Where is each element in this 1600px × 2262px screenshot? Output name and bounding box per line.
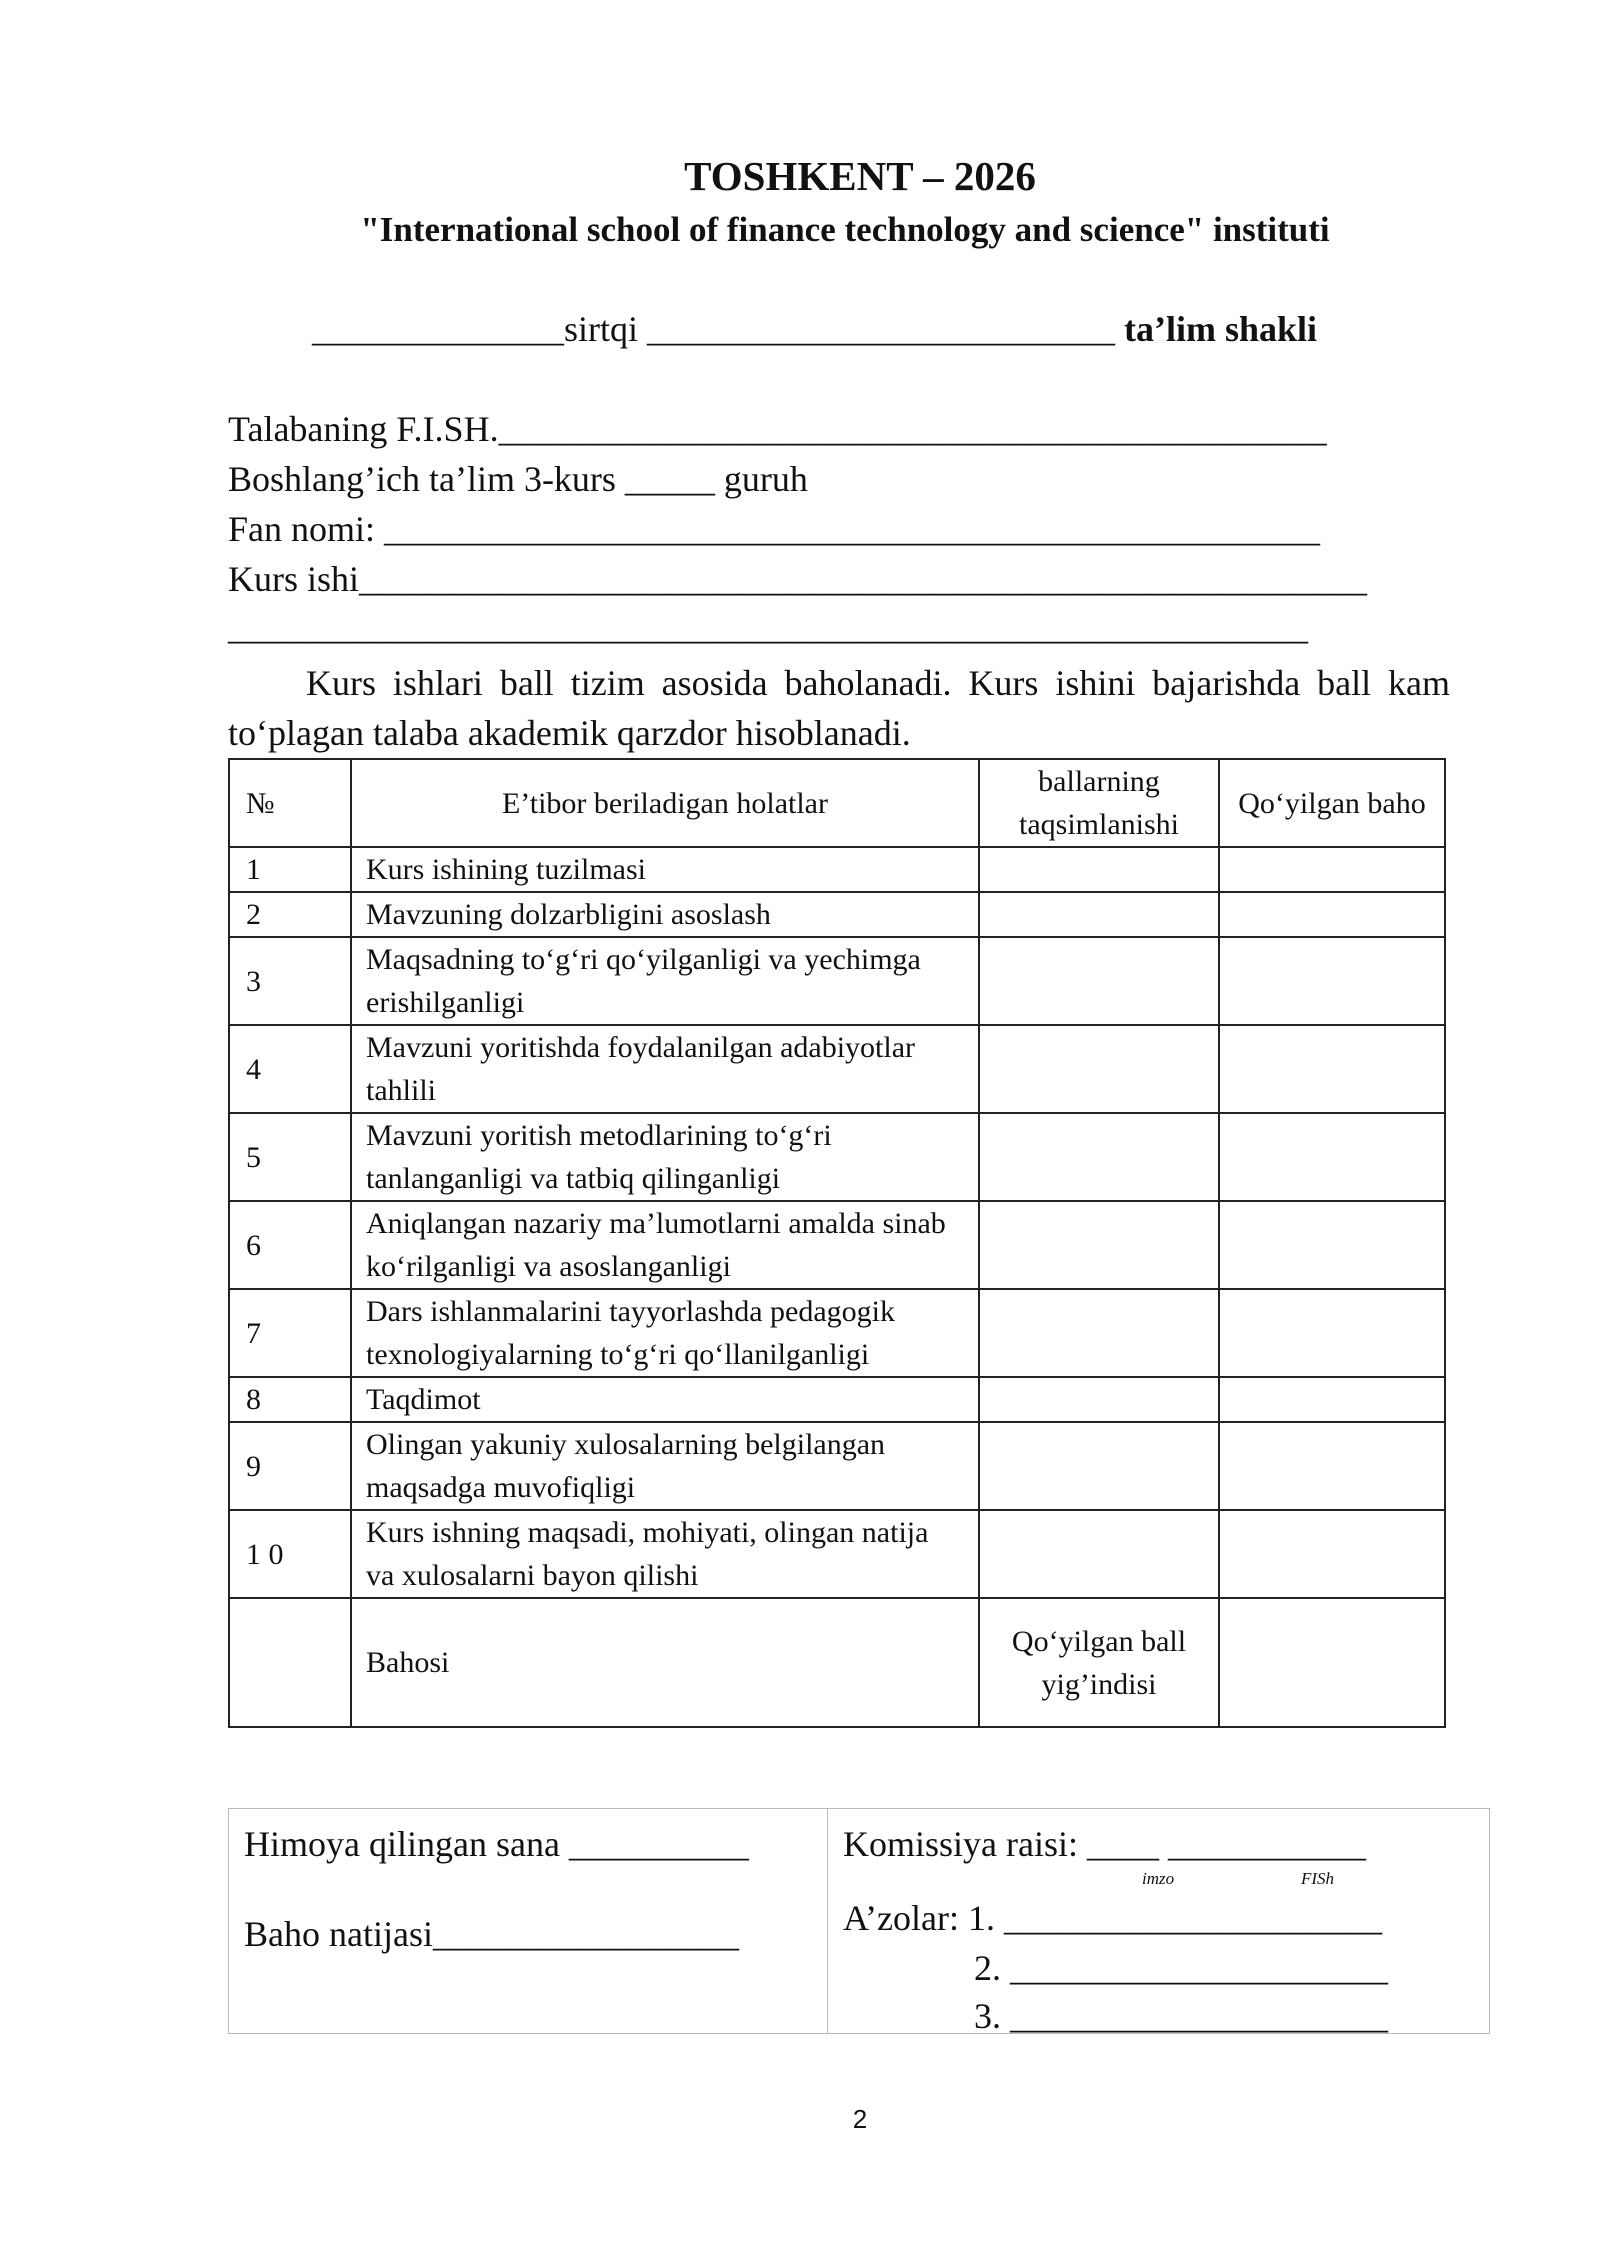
row-criterion: Taqdimot (351, 1377, 979, 1422)
row-number: 6 (229, 1201, 351, 1289)
row-criterion: Maqsadning to‘g‘ri qo‘yilganligi va yechimga erishilganligi (351, 937, 979, 1025)
header-distribution: ballarning taqsimlanishi (979, 759, 1219, 847)
header-criteria: E’tibor beriladigan holatlar (351, 759, 979, 847)
grading-note: Kurs ishlari ball tizim asosida baholanadi. Kurs ishini bajarishda ball kam to‘plagan talaba akademik qarzdor hisoblanadi. (228, 663, 1450, 753)
distribution-cell[interactable] (979, 1289, 1219, 1377)
page-title: TOSHKENT – 2026 (684, 153, 1036, 199)
row-number: 1 0 (229, 1510, 351, 1598)
member-3-field[interactable]: 3. _____________________ (974, 1996, 1388, 2036)
study-form-line (312, 308, 1317, 350)
grade-cell[interactable] (1219, 1113, 1445, 1201)
page-number: 2 (852, 2104, 868, 2134)
row-criterion: Aniqlangan nazariy ma’lumotlarni amalda sinab ko‘rilganligi va asoslanganligi (351, 1201, 979, 1289)
subject-field[interactable]: Fan nomi: ____________________________________________________ (228, 509, 1321, 549)
distribution-cell[interactable] (979, 1201, 1219, 1289)
grade-cell[interactable] (1219, 1201, 1445, 1289)
group-field[interactable]: Boshlang’ich ta’lim 3-kurs _____ guruh (228, 459, 808, 499)
table-row (229, 1510, 1445, 1598)
grading-table (228, 758, 1446, 1728)
distribution-cell[interactable] (979, 1510, 1219, 1598)
member-1-field[interactable]: A’zolar: 1. _____________________ (843, 1898, 1382, 1938)
row-number: 8 (229, 1377, 351, 1422)
course-work-continuation[interactable]: ____________________________________________________________ (228, 607, 1308, 647)
distribution-cell[interactable] (979, 1422, 1219, 1510)
grade-result-field[interactable]: Baho natijasi_________________ (244, 1914, 739, 1954)
row-criterion: Mavzuni yoritish metodlarining to‘g‘ri tanlanganligi va tatbiq qilinganligi (351, 1113, 979, 1201)
grade-cell[interactable] (1219, 847, 1445, 892)
table-row (229, 1113, 1445, 1201)
institute-name: "International school of finance technology and science" instituti (360, 210, 1330, 249)
row-criterion: Dars ishlanmalarini tayyorlashda pedagogik texnologiyalarning to‘g‘ri qo‘llanilganligi (351, 1289, 979, 1377)
table-row (229, 937, 1445, 1025)
header-grade: Qo‘yilgan baho (1219, 759, 1445, 847)
grade-cell[interactable] (1219, 1422, 1445, 1510)
row-number: 5 (229, 1113, 351, 1201)
table-row (229, 1422, 1445, 1510)
course-work-field[interactable]: Kurs ishi________________________________________________________ (228, 559, 1368, 599)
total-label: Bahosi (351, 1598, 979, 1727)
full-name-caption: FISh (1301, 1869, 1335, 1888)
row-number: 7 (229, 1289, 351, 1377)
defense-date-field[interactable]: Himoya qilingan sana __________ (244, 1824, 749, 1864)
table-row (229, 1025, 1445, 1113)
table-header-row (229, 759, 1445, 847)
row-number: 2 (229, 892, 351, 937)
table-row (229, 847, 1445, 892)
row-criterion: Olingan yakuniy xulosalarning belgilangan maqsadga muvofiqligi (351, 1422, 979, 1510)
empty-cell (229, 1598, 351, 1727)
header-number: № (229, 759, 351, 847)
distribution-cell[interactable] (979, 1113, 1219, 1201)
column-divider (827, 1809, 828, 2033)
grade-cell[interactable] (1219, 1377, 1445, 1422)
member-2-field[interactable]: 2. _____________________ (974, 1948, 1388, 1988)
total-grade-cell[interactable] (1219, 1598, 1445, 1727)
sum-label: Qo‘yilgan ball yig’indisi (979, 1598, 1219, 1727)
distribution-cell[interactable] (979, 847, 1219, 892)
row-number: 9 (229, 1422, 351, 1510)
study-form-label: ta’lim shakli (1115, 309, 1318, 349)
table-row (229, 892, 1445, 937)
distribution-cell[interactable] (979, 892, 1219, 937)
row-criterion: Kurs ishning maqsadi, mohiyati, olingan natija va xulosalarni bayon qilishi (351, 1510, 979, 1598)
row-criterion: Mavzuni yoritishda foydalanilgan adabiyotlar tahlili (351, 1025, 979, 1113)
grade-cell[interactable] (1219, 1289, 1445, 1377)
commission-chair-field[interactable]: Komissiya raisi: ____ ___________ (843, 1824, 1366, 1864)
form-word: sirtqi (564, 309, 648, 349)
grade-cell[interactable] (1219, 937, 1445, 1025)
grade-cell[interactable] (1219, 1510, 1445, 1598)
row-number: 4 (229, 1025, 351, 1113)
distribution-cell[interactable] (979, 1377, 1219, 1422)
distribution-cell[interactable] (979, 937, 1219, 1025)
table-row (229, 1289, 1445, 1377)
row-number: 1 (229, 847, 351, 892)
signature-block (228, 1808, 1490, 2034)
table-row (229, 1377, 1445, 1422)
blank-line[interactable]: ______________ (312, 309, 564, 349)
table-row (229, 1201, 1445, 1289)
grade-cell[interactable] (1219, 892, 1445, 937)
distribution-cell[interactable] (979, 1025, 1219, 1113)
row-number: 3 (229, 937, 351, 1025)
student-name-field[interactable]: Talabaning F.I.SH.______________________________________________ (228, 409, 1327, 449)
blank-line[interactable]: __________________________ (647, 309, 1116, 349)
grade-cell[interactable] (1219, 1025, 1445, 1113)
table-total-row (229, 1598, 1445, 1727)
signature-caption: imzo (1142, 1869, 1175, 1888)
row-criterion: Kurs ishining tuzilmasi (351, 847, 979, 892)
row-criterion: Mavzuning dolzarbligini asoslash (351, 892, 979, 937)
